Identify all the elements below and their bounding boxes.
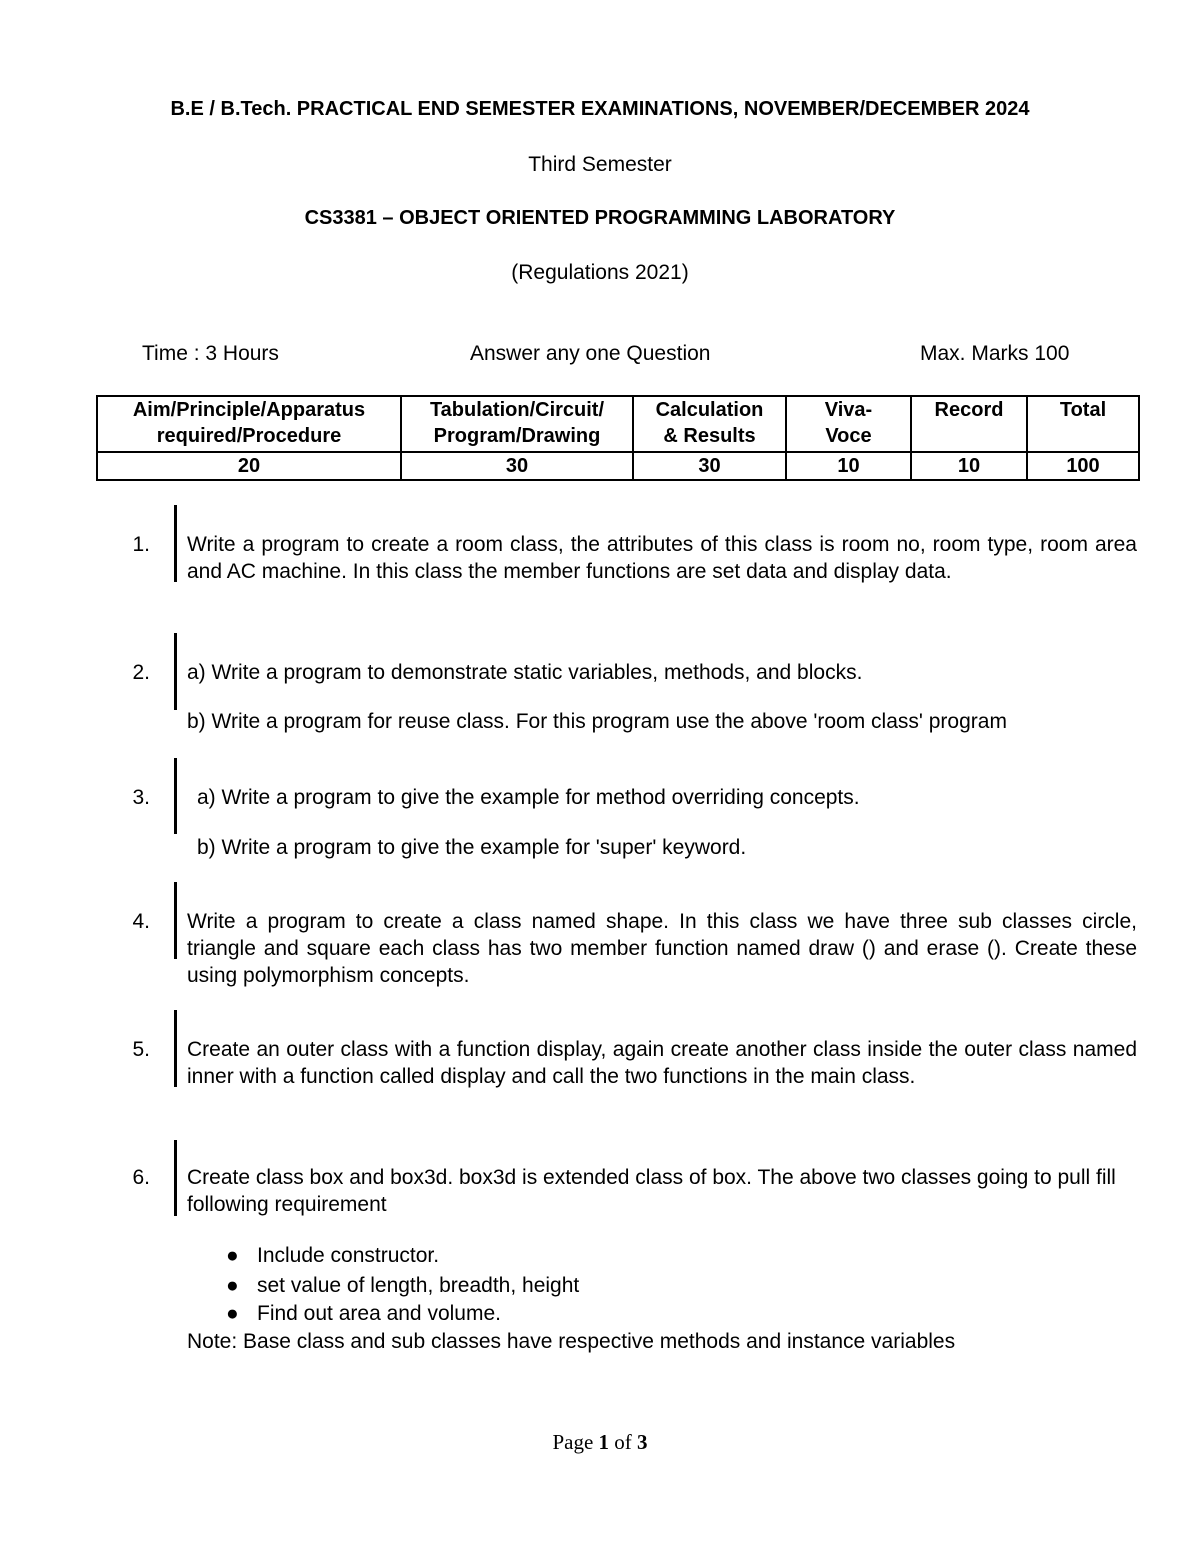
exam-title: B.E / B.Tech. PRACTICAL END SEMESTER EXAMINATIONS, NOVEMBER/DECEMBER 2024 bbox=[170, 98, 1030, 120]
value-cell: 30 bbox=[633, 452, 786, 480]
page-number: Page 1 of 3 bbox=[552, 1430, 648, 1454]
bullet-icon: ● bbox=[226, 1302, 239, 1325]
question-divider bbox=[174, 505, 177, 582]
semester: Third Semester bbox=[528, 153, 672, 176]
course-title: CS3381 – OBJECT ORIENTED PROGRAMMING LABORATORY bbox=[304, 207, 896, 229]
question-part-b: b) Write a program to give the example for 'super' keyword. bbox=[197, 836, 747, 859]
value-cell: 30 bbox=[401, 452, 633, 480]
question-number: 6. bbox=[132, 1166, 150, 1189]
marks-table bbox=[96, 395, 1140, 481]
marks-header-row bbox=[97, 396, 1139, 452]
question-text: Write a program to create a room class, the attributes of this class is room no, room type, room area and AC machine. In this class the member functions are set data and display data. bbox=[187, 533, 1137, 583]
question-divider bbox=[174, 633, 177, 710]
question-number: 5. bbox=[132, 1038, 150, 1061]
question-part-b: b) Write a program for reuse class. For this program use the above 'room class' program bbox=[187, 710, 1007, 733]
list-item: set value of length, breadth, height bbox=[257, 1274, 580, 1297]
max-marks: Max. Marks 100 bbox=[920, 342, 1070, 365]
question-divider bbox=[174, 882, 177, 959]
question-note: Note: Base class and sub classes have respective methods and instance variables bbox=[187, 1330, 956, 1353]
question-number: 1. bbox=[132, 533, 150, 556]
bullet-icon: ● bbox=[226, 1274, 239, 1297]
question-divider bbox=[174, 1140, 177, 1216]
header-cell-calculation: Calculation & Results bbox=[633, 396, 786, 452]
header-cell-record: Record bbox=[911, 396, 1027, 452]
header-cell-tabulation: Tabulation/Circuit/ Program/Drawing bbox=[401, 396, 633, 452]
list-item: Find out area and volume. bbox=[257, 1302, 501, 1325]
question-text: Create an outer class with a function display, again create another class inside the outer class named inner with a function called display and call the two functions in the main class. bbox=[187, 1038, 1137, 1088]
time-duration: Time : 3 Hours bbox=[142, 342, 279, 365]
bullet-icon: ● bbox=[226, 1244, 239, 1267]
header-cell-aim: Aim/Principle/Apparatus required/Procedure bbox=[97, 396, 401, 452]
header-cell-viva: Viva- Voce bbox=[786, 396, 911, 452]
marks-values-row bbox=[97, 452, 1139, 480]
value-cell: 10 bbox=[911, 452, 1027, 480]
question-number: 4. bbox=[132, 910, 150, 933]
question-text: Create class box and box3d. box3d is extended class of box. The above two classes going to pull fill following requirement bbox=[187, 1166, 1116, 1216]
list-item: Include constructor. bbox=[257, 1244, 440, 1267]
header-cell-total: Total bbox=[1027, 396, 1139, 452]
question-number: 3. bbox=[132, 786, 150, 809]
value-cell: 20 bbox=[97, 452, 401, 480]
question-divider bbox=[174, 758, 177, 834]
value-cell: 10 bbox=[786, 452, 911, 480]
question-part-a: a) Write a program to give the example for method overriding concepts. bbox=[197, 786, 860, 809]
question-number: 2. bbox=[132, 661, 150, 684]
question-part-a: a) Write a program to demonstrate static variables, methods, and blocks. bbox=[187, 661, 863, 684]
question-divider bbox=[174, 1010, 177, 1087]
instruction: Answer any one Question bbox=[470, 342, 711, 365]
value-cell: 100 bbox=[1027, 452, 1139, 480]
question-text: Write a program to create a class named shape. In this class we have three sub classes circle, triangle and square each class has two member function named draw () and erase (). Create these using polymorphism concepts. bbox=[187, 910, 1137, 987]
regulations: (Regulations 2021) bbox=[511, 261, 689, 284]
